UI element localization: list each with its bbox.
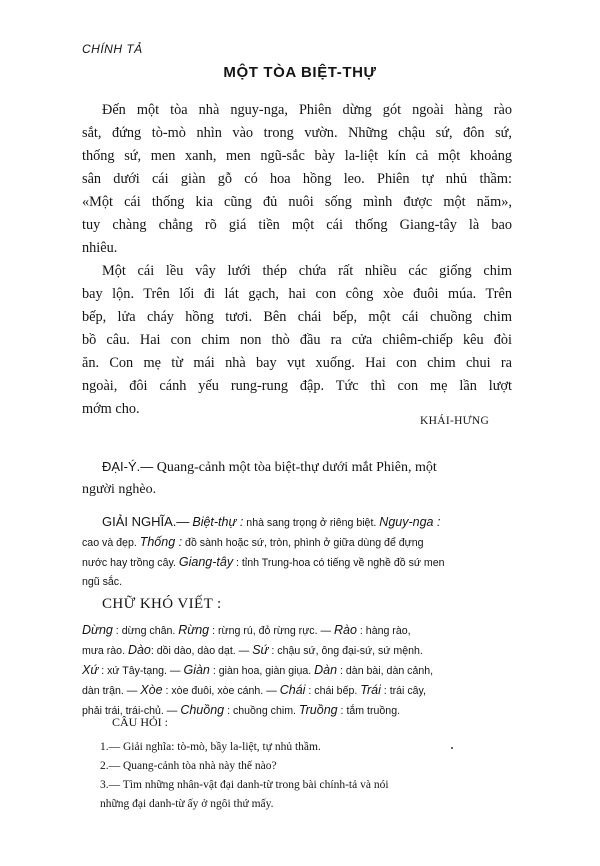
text-line: Một cái lều vây lưới thép chứa rất nhiều các giống chim	[102, 263, 512, 279]
text-line: «Một cái thống kia cũng đủ nuôi sống mình được một năm»,	[82, 194, 512, 210]
author-name: KHÁI-HƯNG	[420, 415, 490, 427]
spelling-def: : chái bếp.	[305, 685, 361, 697]
spelling-section	[82, 621, 518, 721]
spelling-line	[82, 641, 518, 661]
text-line: ngoài, đôi cánh yếu rung-rung đập. Tức thì con mẹ lần lượt	[82, 378, 512, 394]
spelling-term: Xòe	[140, 683, 163, 697]
questions-section	[100, 738, 520, 814]
spelling-term: Dào	[127, 643, 151, 657]
spelling-term: Giàn	[183, 663, 210, 677]
questions-heading: CÂU HỎI :	[112, 715, 168, 729]
text-line: sân dưới cái giàn gỗ có hoa hồng leo. Phiên tự nhủ thầm:	[82, 171, 512, 187]
spelling-def: : tắm truồng.	[337, 705, 401, 717]
spelling-def: : hàng rào,	[356, 625, 411, 637]
spelling-term: Rừng	[178, 623, 210, 637]
spelling-term: Truồng	[298, 703, 338, 717]
spelling-def: : trái cây,	[380, 685, 426, 697]
spelling-term: Dàn	[314, 663, 338, 677]
vocab-label: GIẢI NGHĨA.—	[102, 514, 190, 529]
spelling-term: Chái	[279, 683, 306, 697]
spelling-def: : rừng rú, đỏ rừng rực. —	[209, 625, 335, 637]
vocab-line	[82, 512, 518, 533]
text-line: bồ câu. Hai con chim non thò đầu ra cửa chiêm-chiếp kêu đòi	[82, 332, 512, 348]
vocab-term: Giang-tây	[178, 555, 234, 569]
spelling-def: : giàn hoa, giàn giụa.	[209, 665, 315, 677]
question-3-line: những đại danh-từ ấy ở ngôi thứ mấy.	[100, 798, 274, 810]
spelling-term: Sứ	[252, 643, 269, 657]
vocab-term: Nguy-nga :	[379, 515, 441, 529]
text-line: ăn. Con mẹ từ mái nhà bay vụt xuống. Hai con chim chui ra	[82, 355, 512, 371]
main-idea-line	[82, 456, 512, 479]
text-line: tuy chàng chẳng rõ giá tiền một cái thống Giang-tây là bao	[82, 217, 512, 233]
print-speck	[451, 747, 453, 749]
main-idea-label: ĐẠI-Ý.—	[102, 459, 154, 474]
vocab-def: cao và đẹp.	[82, 537, 140, 549]
vocab-def: : tỉnh Trung-hoa có tiếng về nghề đồ sứ men	[233, 557, 445, 569]
spelling-term: Chuồng	[180, 703, 225, 717]
question-3-line: 3.— Tìm những nhân-vật đại danh-từ trong bài chính-tả và nói	[100, 779, 389, 791]
main-idea	[82, 456, 512, 501]
vocab-line	[82, 553, 518, 573]
spelling-term: Trái	[360, 683, 381, 697]
main-idea-text: Quang-cảnh một tòa biệt-thự dưới mắt Phiên, một	[153, 460, 437, 475]
spelling-line	[82, 621, 518, 641]
section-label: CHÍNH TẢ	[82, 42, 143, 56]
paragraph-2	[82, 260, 512, 421]
page-title: MỘT TÒA BIỆT-THỰ	[223, 64, 377, 81]
spelling-def: : xứ Tây-tạng. —	[98, 665, 184, 677]
spelling-def: : chuồng chim.	[224, 705, 299, 717]
vocab-term: Biệt-thự :	[192, 515, 244, 529]
text-line: sắt, đứng tò-mò nhìn vào trong vườn. Những chậu sứ, đôn sứ,	[82, 125, 512, 141]
spelling-line	[82, 661, 518, 681]
spelling-def: : dừng chân.	[112, 625, 179, 637]
vocab-def: nhà sang trọng ở riêng biệt.	[243, 517, 380, 529]
text-line: mớm cho.	[82, 401, 140, 417]
spelling-term: Rào	[334, 623, 357, 637]
text-line: thống sứ, men xanh, men ngũ-sắc bày la-liệt kín cả một khoảng	[82, 148, 512, 164]
paragraph-1	[82, 99, 512, 260]
text-line: nhiêu.	[82, 240, 118, 256]
spelling-def: : dồi dào, dào dạt. —	[150, 645, 253, 657]
vocab-def: đồ sành hoặc sứ, tròn, phình ở giữa dùng để đựng	[182, 537, 424, 549]
vocabulary-section	[82, 512, 518, 592]
vocab-term: Thống :	[139, 535, 183, 549]
spelling-line	[82, 681, 518, 701]
vocab-line	[82, 533, 518, 553]
question-2: 2.— Quang-cảnh tòa nhà này thế nào?	[100, 760, 277, 772]
text-line: bếp, lửa cháy hồng tươi. Bên chái bếp, một cái chuồng chim	[82, 309, 512, 325]
spelling-def: dàn trận. —	[82, 685, 141, 697]
spelling-def: mưa rào.	[82, 645, 128, 657]
spelling-heading: CHỮ KHÓ VIẾT :	[102, 596, 222, 612]
vocab-line: ngũ sắc.	[82, 576, 123, 588]
text-line: Đến một tòa nhà nguy-nga, Phiên dừng gót ngoài hàng rào	[102, 102, 512, 118]
question-1: 1.— Giải nghĩa: tò-mò, bầy la-liệt, tự nhủ thầm.	[100, 741, 321, 753]
main-idea-line: người nghèo.	[82, 482, 157, 497]
vocab-def: nước hay trồng cây.	[82, 557, 179, 569]
text-line: bay lộn. Trên lối đi lát gạch, hai con công xòe đuôi múa. Trên	[82, 286, 512, 302]
spelling-def: : dàn bài, dàn cảnh,	[337, 665, 434, 677]
spelling-def: phải trái, trái-chủ. —	[82, 705, 181, 717]
spelling-term: Xứ	[82, 663, 99, 677]
spelling-term: Dừng	[82, 623, 113, 637]
spelling-def: : chậu sứ, ông đại-sứ, sứ mệnh.	[268, 645, 423, 657]
spelling-def: : xòe đuôi, xòe cánh. —	[162, 685, 280, 697]
